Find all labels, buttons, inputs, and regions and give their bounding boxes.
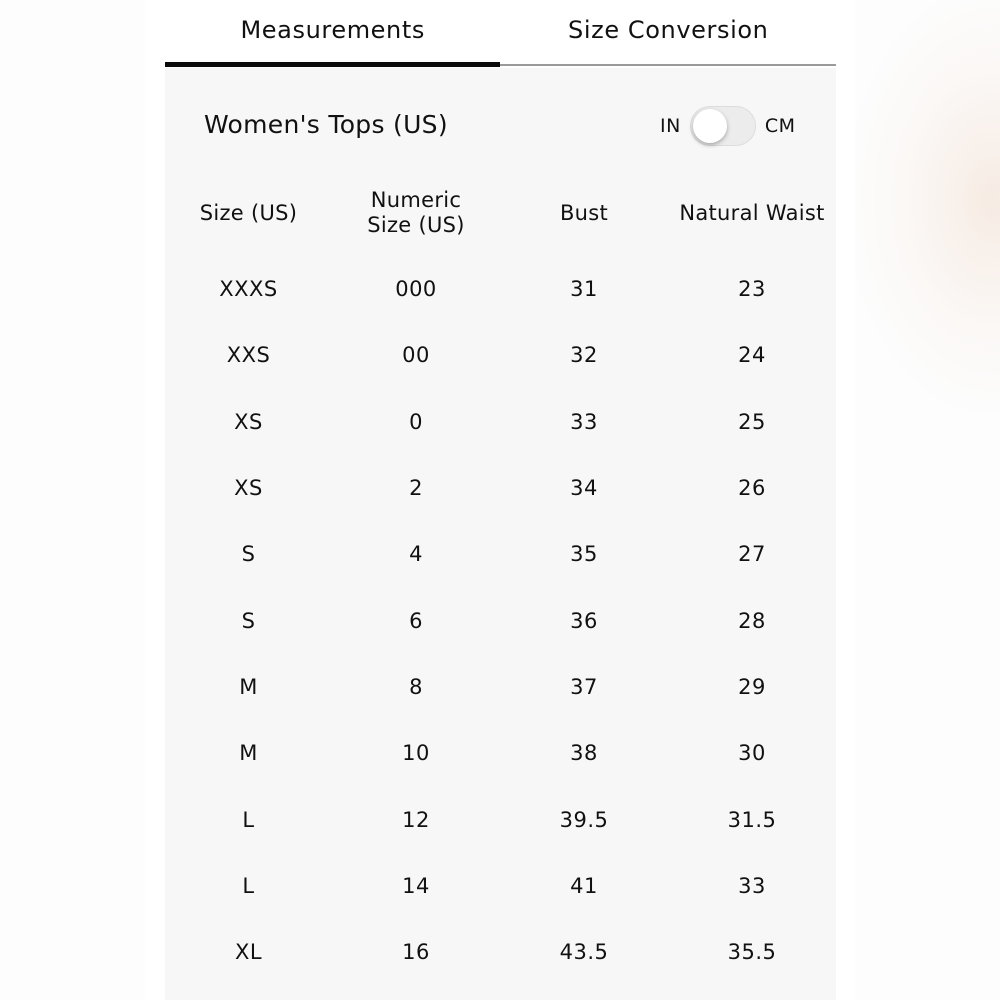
table-row — [165, 853, 836, 919]
unit-switch[interactable] — [690, 106, 756, 146]
switch-knob — [693, 109, 727, 143]
tab-bar — [165, 0, 836, 68]
cell-bust: 33 — [570, 409, 598, 434]
cell-numeric-size: 6 — [409, 608, 423, 633]
column-header-size: Size (US) — [199, 200, 298, 225]
column-header-bust: Bust — [559, 200, 609, 225]
cell-bust: 39.5 — [559, 807, 609, 832]
cell-size: XL — [234, 940, 263, 965]
table-row — [165, 720, 836, 786]
right-margin — [855, 0, 1000, 1000]
cell-numeric-size: 12 — [402, 807, 430, 832]
cell-size: XXXS — [219, 277, 278, 302]
table-header-row — [165, 170, 836, 256]
unit-toggle — [660, 106, 796, 146]
cell-size: L — [242, 807, 255, 832]
cell-natural-waist: 26 — [738, 476, 766, 501]
cell-size: XXS — [226, 343, 271, 368]
cell-size: L — [242, 873, 255, 898]
table-row — [165, 786, 836, 852]
cell-numeric-size: 00 — [402, 343, 430, 368]
cell-natural-waist: 35.5 — [727, 940, 777, 965]
cell-natural-waist: 30 — [738, 741, 766, 766]
cell-bust: 35 — [570, 542, 598, 567]
tab-size-conversion[interactable]: Size Conversion — [568, 16, 769, 44]
table-row — [165, 322, 836, 388]
cell-size: S — [241, 542, 256, 567]
cell-numeric-size: 2 — [409, 476, 423, 501]
table-row — [165, 587, 836, 653]
cell-natural-waist: 33 — [738, 873, 766, 898]
table-row — [165, 455, 836, 521]
table-row — [165, 256, 836, 322]
table-row — [165, 919, 836, 985]
table-row — [165, 654, 836, 720]
cell-natural-waist: 31.5 — [727, 807, 777, 832]
table-row — [165, 521, 836, 587]
cell-bust: 34 — [570, 476, 598, 501]
unit-label-in[interactable]: IN — [660, 115, 681, 137]
size-table — [165, 170, 836, 985]
column-header-natural-waist: Natural Waist — [679, 200, 825, 225]
cell-bust: 31 — [570, 277, 598, 302]
column-header-numeric-size: Numeric Size (US) — [367, 188, 465, 237]
cell-size: M — [239, 674, 258, 699]
cell-size: S — [241, 608, 256, 633]
cell-numeric-size: 0 — [409, 409, 423, 434]
table-row — [165, 389, 836, 455]
cell-size: XS — [234, 409, 263, 434]
cell-bust: 38 — [570, 741, 598, 766]
cell-numeric-size: 8 — [409, 674, 423, 699]
cell-numeric-size: 16 — [402, 940, 430, 965]
cell-bust: 41 — [570, 873, 598, 898]
cell-bust: 43.5 — [559, 940, 609, 965]
cell-numeric-size: 14 — [402, 873, 430, 898]
left-margin — [0, 0, 145, 1000]
cell-numeric-size: 000 — [395, 277, 437, 302]
cell-bust: 36 — [570, 608, 598, 633]
cell-natural-waist: 25 — [738, 409, 766, 434]
cell-natural-waist: 28 — [738, 608, 766, 633]
cell-numeric-size: 10 — [402, 741, 430, 766]
section-title: Women's Tops (US) — [204, 110, 448, 139]
cell-natural-waist: 24 — [738, 343, 766, 368]
tab-measurements[interactable]: Measurements — [240, 16, 425, 44]
cell-natural-waist: 29 — [738, 674, 766, 699]
unit-label-cm[interactable]: CM — [764, 115, 796, 137]
cell-natural-waist: 27 — [738, 542, 766, 567]
cell-size: M — [239, 741, 258, 766]
cell-bust: 37 — [570, 674, 598, 699]
cell-natural-waist: 23 — [738, 277, 766, 302]
cell-bust: 32 — [570, 343, 598, 368]
cell-numeric-size: 4 — [409, 542, 423, 567]
cell-size: XS — [234, 476, 263, 501]
active-tab-indicator — [165, 62, 500, 67]
